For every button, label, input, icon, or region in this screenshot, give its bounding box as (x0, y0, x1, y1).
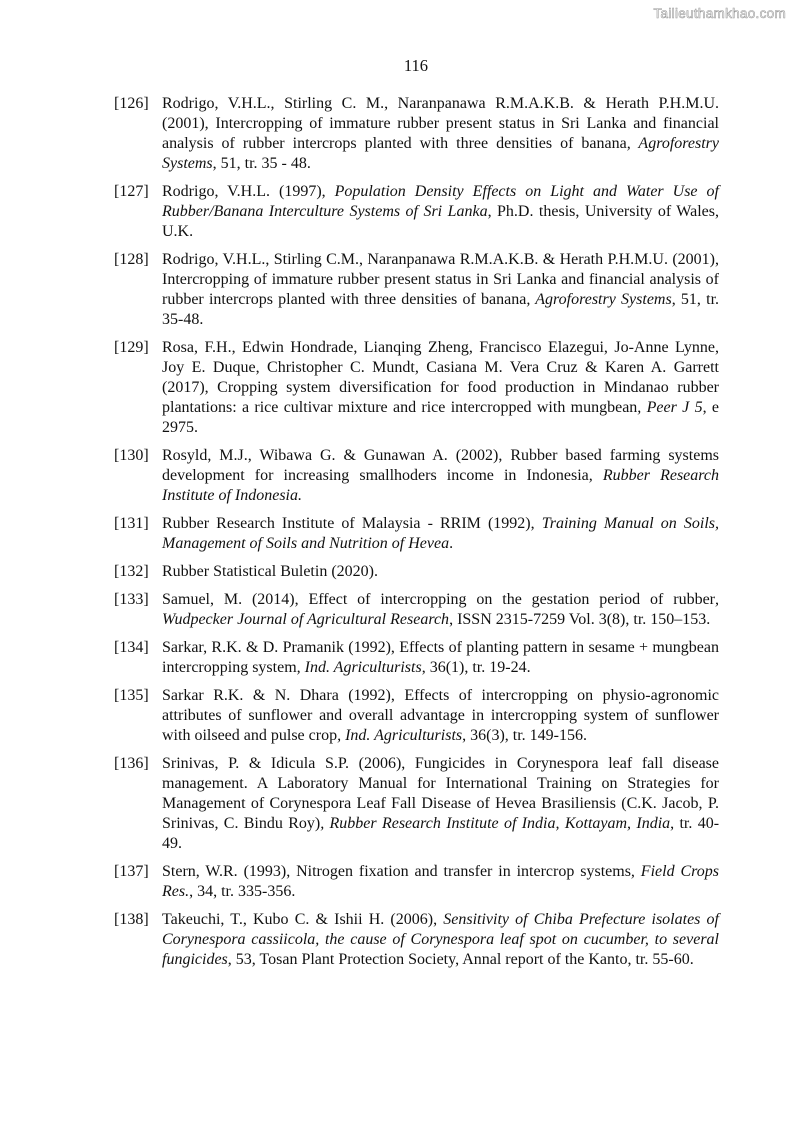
reference-text (162, 686, 719, 746)
reference-text (162, 94, 719, 174)
reference-item (114, 862, 719, 902)
reference-text (162, 590, 719, 630)
reference-segment: Stern, W.R. (1993), Nitrogen fixation and transfer in intercrop systems (162, 863, 631, 880)
reference-item (114, 514, 719, 554)
reference-segment: Takeuchi, T., Kubo C. & Ishii H. (2006), (162, 911, 444, 928)
reference-number: [130] (114, 447, 149, 464)
reference-text (162, 514, 719, 554)
reference-text (162, 562, 719, 582)
watermark: Tailieuthamkhao.com (653, 6, 786, 21)
reference-item (114, 686, 719, 746)
reference-italic-segment: , Rubber Research Institute of Indonesia. (162, 467, 719, 504)
reference-italic-segment: , Field Crops Res. (162, 863, 719, 900)
reference-text (162, 862, 719, 902)
reference-segment: , Ph.D. thesis, University of Wales, U.K. (162, 203, 720, 240)
reference-segment: Samuel, M. (2014), Effect of intercropping on the gestation period of rubber (162, 591, 715, 608)
reference-segment: , 34, tr. 335-356. (189, 883, 296, 900)
reference-segment: , 51, tr. 35 - 48. (212, 155, 311, 172)
reference-segment: Rosyld, M.J., Wibawa G. & Gunawan A. (2002), Rubber based farming systems development for increasing smallhoders income in Indonesia (162, 447, 719, 484)
reference-text (162, 338, 719, 438)
reference-number: [135] (114, 687, 149, 704)
reference-number: [131] (114, 515, 149, 532)
reference-segment: , e 2975. (162, 399, 720, 436)
reference-list (114, 94, 719, 978)
reference-number: [128] (114, 251, 149, 268)
reference-number: [126] (114, 95, 149, 112)
reference-item (114, 250, 719, 330)
reference-italic-segment: , Ind. Agriculturists (296, 659, 422, 676)
reference-italic-segment: Sensitivity of Chiba Prefecture isolates of Corynespora cassiicola, the cause of Corynespora leaf spot on cucumber, to several fungicides (162, 911, 719, 968)
reference-italic-segment: Training Manual on Soils, Management of Soils and Nutrition of Hevea (162, 515, 719, 552)
reference-italic-segment: Population Density Effects on Light and Water Use of Rubber/Banana Interculture Systems of Sri Lanka (162, 183, 719, 220)
reference-italic-segment: , Ind. Agriculturists (337, 727, 463, 744)
reference-segment: , 36(3), tr. 149-156. (462, 727, 587, 744)
reference-segment: Sarkar R.K. & N. Dhara (1992), Effects of intercropping on physio-agronomic attributes of sunflower and overall advantage in intercropping system of sunflower with oilseed and pulse crop (162, 687, 719, 744)
reference-italic-segment: , Agroforestry Systems (162, 135, 720, 172)
reference-segment: Rodrigo, V.H.L., Stirling C.M., Naranpanawa R.M.A.K.B. & Herath P.H.M.U. (2001), Intercropping of immature rubber present status in Sri Lanka and financial analysis of rubber intercrops planted with three densities of banana (162, 251, 719, 308)
reference-segment: , 51, tr. 35-48. (162, 291, 720, 328)
reference-number: [137] (114, 863, 149, 880)
reference-text (162, 250, 719, 330)
reference-text (162, 910, 719, 970)
reference-segment: Rodrigo, V.H.L., Stirling C. M., Naranpanawa R.M.A.K.B. & Herath P.H.M.U. (2001), Intercropping of immature rubber present status in Sri Lanka and financial analysis of rubber intercrops planted with three densities of banana (162, 95, 719, 152)
reference-segment: , 36(1), tr. 19-24. (421, 659, 531, 676)
reference-item (114, 910, 719, 970)
reference-text (162, 446, 719, 506)
reference-italic-segment: , Rubber Research Institute of India, Kottayam, India (320, 815, 671, 832)
reference-number: [134] (114, 639, 149, 656)
reference-segment: Rosa, F.H., Edwin Hondrade, Lianqing Zheng, Francisco Elazegui, Jo-Anne Lynne, Joy E. Duque, Christopher C. Mundt, Casiana M. Vera Cruz & Karen A. Garrett (2017), Cropping system diversification for food production in Mindanao rubber plantations: a rice cultivar mixture and rice intercropped with mungbean (162, 339, 719, 416)
reference-text (162, 638, 719, 678)
reference-item (114, 182, 719, 242)
reference-segment: Rubber Statistical Buletin (2020). (162, 563, 378, 580)
reference-number: [129] (114, 339, 149, 356)
reference-number: [136] (114, 755, 149, 772)
reference-segment: Sarkar, R.K. & D. Pramanik (1992), Effects of planting pattern in sesame + mungbean intercropping system (162, 639, 719, 676)
reference-number: [132] (114, 563, 149, 580)
reference-number: [138] (114, 911, 149, 928)
reference-number: [127] (114, 183, 149, 200)
reference-segment: Srinivas, P. & Idicula S.P. (2006), Fungicides in Corynespora leaf fall disease management. A Laboratory Manual for International Training on Strategies for Management of Corynespora Leaf Fall Disease of Hevea Brasiliensis (C.K. Jacob, P. Srinivas, C. Bindu Roy) (162, 755, 719, 832)
reference-item (114, 754, 719, 854)
reference-segment: , ISSN 2315-7259 Vol. 3(8), tr. 150–153. (449, 611, 711, 628)
page-number: 116 (403, 56, 429, 75)
reference-text (162, 182, 719, 242)
reference-italic-segment: , Peer J 5 (637, 399, 703, 416)
reference-italic-segment: , Agroforestry Systems (526, 291, 672, 308)
reference-text (162, 754, 719, 854)
reference-segment: . (449, 535, 454, 552)
reference-italic-segment: , Wudpecker Journal of Agricultural Research (162, 591, 719, 628)
reference-item (114, 590, 719, 630)
reference-item (114, 562, 719, 582)
reference-segment: Rubber Research Institute of Malaysia - RRIM (1992), (162, 515, 542, 532)
reference-number: [133] (114, 591, 149, 608)
reference-segment: , tr. 40-49. (162, 815, 720, 852)
reference-item (114, 338, 719, 438)
reference-segment: , 53, Tosan Plant Protection Society, Annal report of the Kanto, tr. 55-60. (227, 951, 694, 968)
reference-item (114, 638, 719, 678)
reference-item (114, 94, 719, 174)
reference-segment: Rodrigo, V.H.L. (1997), (162, 183, 335, 200)
reference-item (114, 446, 719, 506)
